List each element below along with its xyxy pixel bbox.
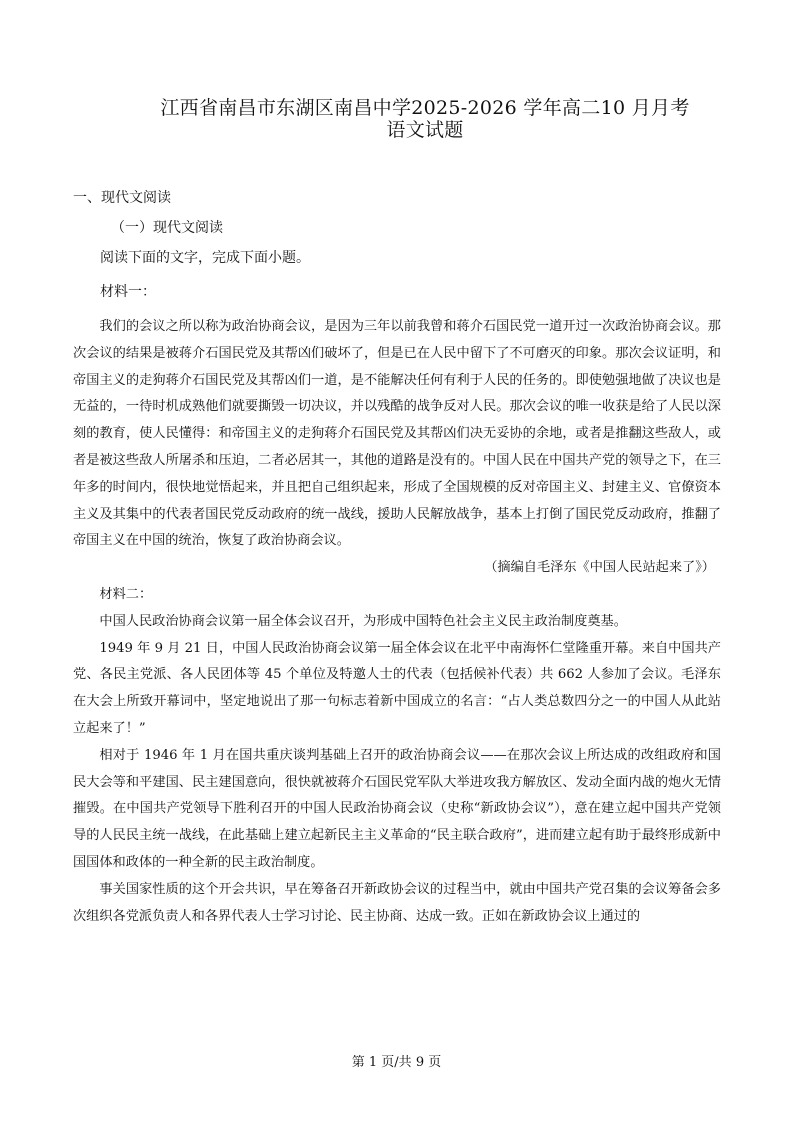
subsection-heading: （一）现代文阅读 bbox=[111, 220, 223, 236]
section-heading: 一、现代文阅读 bbox=[73, 190, 171, 206]
document-subtitle: 语文试题 bbox=[386, 119, 464, 141]
instruction-text: 阅读下面的文字，完成下面小题。 bbox=[100, 250, 310, 266]
page-number-footer: 第 1 页/共 9 页 bbox=[351, 1055, 442, 1070]
material1-paragraph: 我们的会议之所以称为政治协商会议，是因为三年以前我曾和蒋介石国民党一道开过一次政治协商会议。那次会议的结果是被蒋介石国民党及其帮凶们破坏了，但是已在人民中留下了不可磨灭的印象。那次会议证明，和帝国主义的走狗蒋介石国民党及其帮凶们一道，是不能解决任何有利于人民的任务的。即使勉强地做了决议也是无益的，一待时机成熟他们就要撕毁一切决议，并以残酷的战争反对人民。那次会议的唯一收获是给了人民以深刻的教育，使人民懂得：和帝国主义的走狗蒋介石国民党及其帮凶们决无妥协的余地，或者是推翻这些敌人，或者是被这些敌人所屠杀和压迫，二者必居其一，其他的道路是没有的。中国人民在中国共产党的领导之下，在三年多的时间内，很快地觉悟起来，并且把自己组织起来，形成了全国规模的反对帝国主义、封建主义、官僚资本主义及其集中的代表者国民党反动政府的统一战线，援助人民解放战争，基本上打倒了国民党反动政府，推翻了帝国主义在中国的统治，恢复了政治协商会议。 bbox=[73, 319, 721, 549]
material2-paragraph: 相对于 1946 年 1 月在国共重庆谈判基础上召开的政治协商会议——在那次会议上所达成的改组政府和国民大会等和平建国、民主建国意向，很快就被蒋介石国民党军队大举进攻我方解放区、发动全面内战的炮火无情摧毁。在中国共产党领导下胜利召开的中国人民政治协商会议（史称“新政协会议”），意在建立起中国共产党领导的人民民主统一战线，在此基础上建立起新民主主义革命的“民主联合政府”，进而建立起有助于最终形成新中国国体和政体的一种全新的民主政治制度。 bbox=[73, 747, 721, 870]
material2-paragraph: 中国人民政治协商会议第一届全体会议召开，为形成中国特色社会主义民主政治制度奠基。 bbox=[99, 613, 627, 629]
material1-source: （摘编自毛泽东《中国人民站起来了》） bbox=[484, 560, 715, 576]
material2-paragraph: 1949 年 9 月 21 日，中国人民政治协商会议第一届全体会议在北平中南海怀仁堂隆重开幕。来自中国共产党、各民主党派、各人民团体等 45 个单位及特邀人士的代表（包括候补代表）共 662 人参加了会议。毛泽东在大会上所致开幕词中，坚定地说出了那一句标志着新中国成立的名言：“占人类总数四分之一的中国人从此站立起来了！” bbox=[73, 640, 721, 736]
material1-label: 材料一： bbox=[100, 284, 156, 300]
document-title: 江西省南昌市东湖区南昌中学2025-2026 学年高二10 月月考 bbox=[160, 97, 690, 119]
material2-paragraph: 事关国家性质的这个开会共识，早在筹备召开新政协会议的过程当中，就由中国共产党召集的会议筹备会多次组织各党派负责人和各界代表人士学习讨论、民主协商、达成一致。正如在新政协会议上通过的 bbox=[73, 881, 721, 924]
material2-label: 材料二： bbox=[99, 586, 153, 602]
document-body bbox=[73, 314, 721, 930]
